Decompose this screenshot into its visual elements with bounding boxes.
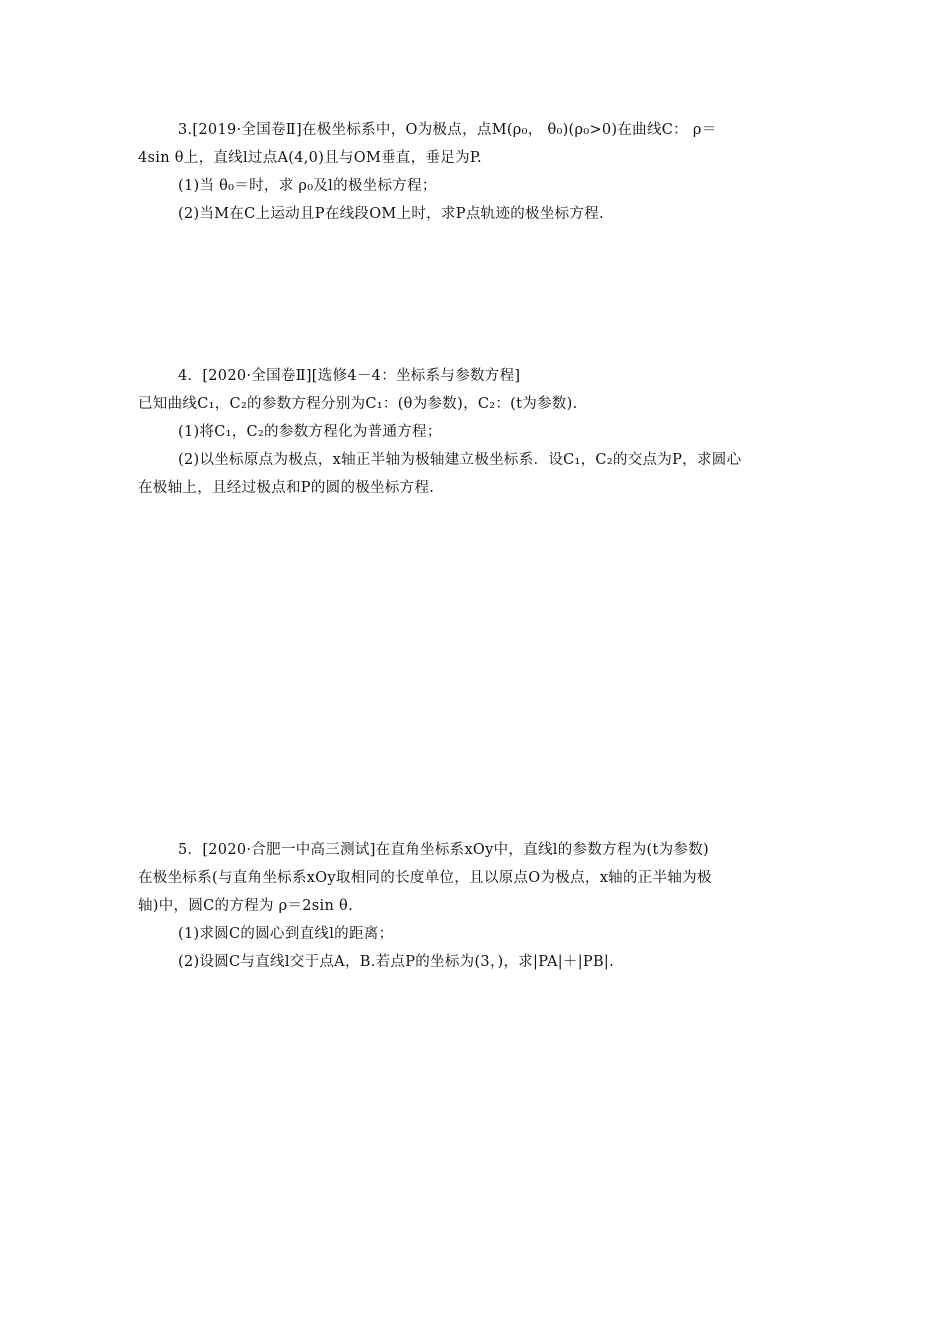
problem-5-part-2: (2)设圆C与直线l交于点A，B.若点P的坐标为(3，)，求|PA|＋|PB|. <box>178 954 615 970</box>
problem-3-statement-line-1: 3.[2019·全国卷Ⅱ]在极坐标系中，O为极点，点M(ρ₀， θ₀)(ρ₀>0)在曲线C： ρ＝ <box>178 122 717 138</box>
problem-3-part-2: (2)当M在C上运动且P在线段OM上时，求P点轨迹的极坐标方程. <box>178 206 604 222</box>
problem-5-statement-line-2: 在极坐标系(与直角坐标系xOy取相同的长度单位，且以原点O为极点，x轴的正半轴为极 <box>138 870 712 886</box>
problem-4-heading: 4．[2020·全国卷Ⅱ][选修4－4：坐标系与参数方程] <box>178 368 521 384</box>
problem-5-statement-line-1: 5．[2020·合肥一中高三测试]在直角坐标系xOy中，直线l的参数方程为(t为参数) <box>178 842 709 858</box>
problem-3-statement-line-2: 4sin θ上，直线l过点A(4,0)且与OM垂直，垂足为P. <box>138 150 482 166</box>
problem-3-part-1: (1)当 θ₀＝时，求 ρ₀及l的极坐标方程； <box>178 178 437 194</box>
problem-4-part-2-line-2: 在极轴上，且经过极点和P的圆的极坐标方程. <box>138 480 435 496</box>
problem-4-statement: 已知曲线C₁，C₂的参数方程分别为C₁：(θ为参数)，C₂：(t为参数). <box>138 396 578 412</box>
problem-4-part-1: (1)将C₁，C₂的参数方程化为普通方程； <box>178 424 442 440</box>
problem-5-statement-line-3: 轴)中，圆C的方程为 ρ＝2sin θ. <box>138 898 353 914</box>
problem-4-part-2-line-1: (2)以坐标原点为极点，x轴正半轴为极轴建立极坐标系．设C₁，C₂的交点为P，求圆心 <box>178 452 742 468</box>
problem-5-part-1: (1)求圆C的圆心到直线l的距离； <box>178 926 394 942</box>
